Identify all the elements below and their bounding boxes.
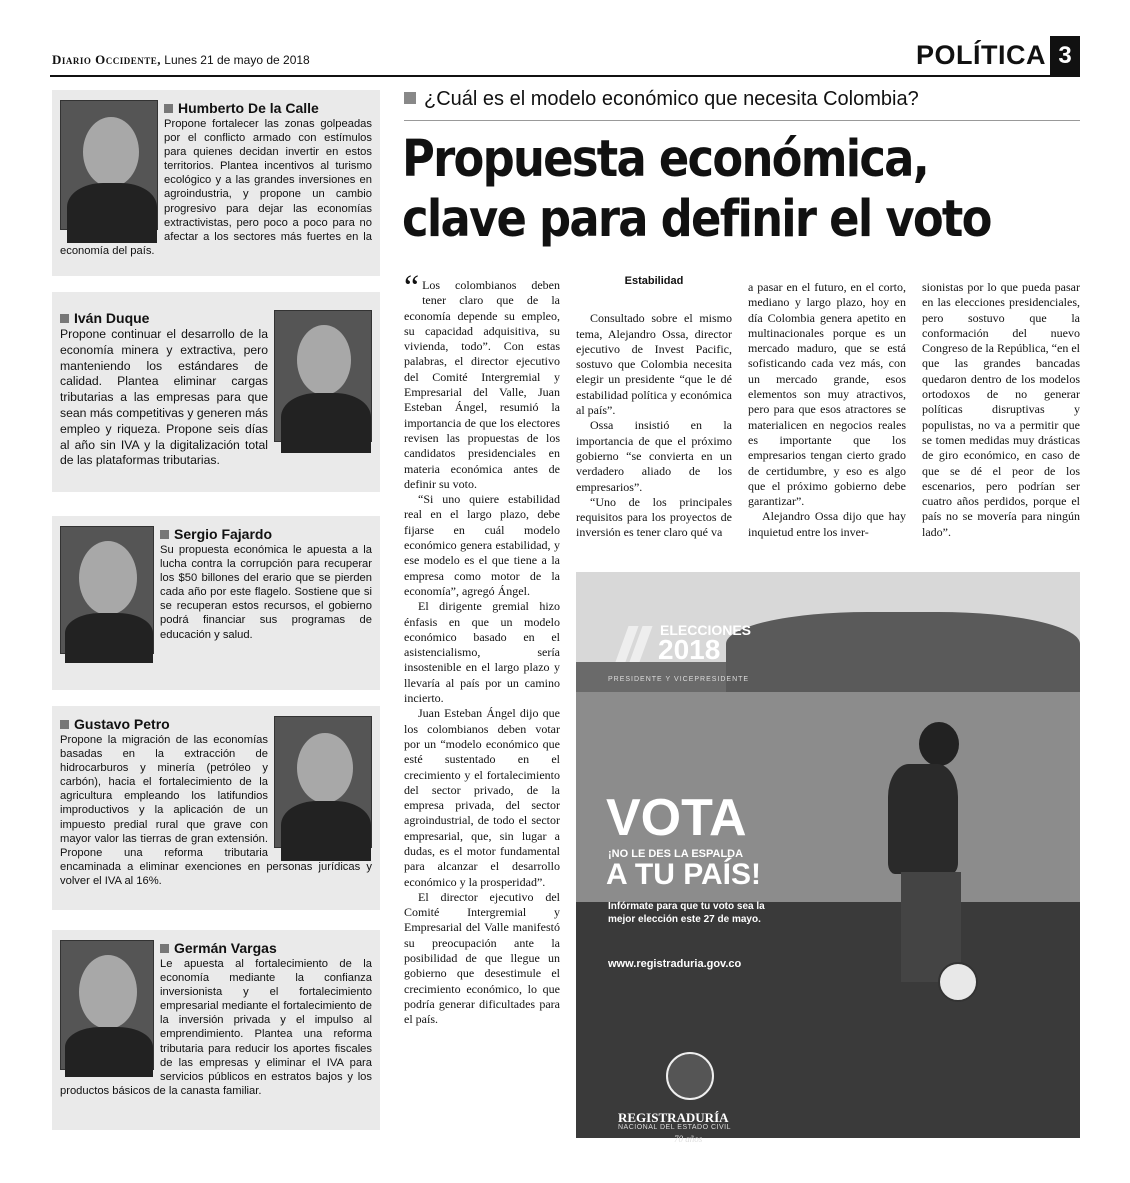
section-title: POLÍTICA (916, 40, 1046, 70)
photo-child (919, 722, 959, 766)
ad-url: www.registraduria.gov.co (608, 958, 742, 970)
candidate-proposal: Le apuesta al fortalecimiento de la economía mediante la confianza inversionista y el fortalecimiento empresarial mediante el fortalecimiento de la inversión privada y el impulso al emprendimiento. Plantea una reforma tributaria para reducir los aportes fiscales de las empresas y eliminar el IVA para servicios públicos en estratos bajos y los productos básicos de la canasta familiar. (60, 958, 372, 1097)
candidate-photo (274, 716, 372, 848)
paper-name: Diario Occidente, (52, 52, 162, 67)
soccer-ball (938, 962, 978, 1002)
article-column-1: “ Los colombianos deben tener claro que de la economía depende su empleo, su capacidad adquisitiva, su vivienda, todo”. Con estas palabras, el director ejecutivo del Comité Intergremial y Empresarial del Valle, Juan Esteban Ángel, resumió la importancia de que los electores revisen las propuestas de los candidatos presidenciales en materia económica antes de definir su voto. “Si uno quiere estabilidad real en el largo plazo, debe fijarse en cuál modelo económico genera estabilidad, y ese modelo es el que tiene a la empresa como motor de la economía”, agregó Ángel. El dirigente gremial hizo énfasis en que un modelo económico basado en el asistencialismo, sería insostenible en el largo plazo y llevaría al país por un camino incierto. Juan Esteban Ángel dijo que los colombianos deben votar por un “modelo económico que esté sustentado en el crecimiento y el fortalecimiento del sector privado, de la empresa privada, del sector agroindustrial, de todo el sector empresarial, que, sin lugar a dudas, es el motor fundamental para alcanzar el desarrollo económico y la prosperidad”. El director ejecutivo del Comité Intergremial y Empresarial del Valle manifestó su preocupación ante la posibilidad de que llegue un gobierno que desestimule el crecimiento económico, lo que podría generar dificultades para el país. (404, 269, 560, 1027)
candidate-box-duque (52, 292, 380, 492)
candidate-proposal: Propone continuar el desarrollo de la economía minera y extractiva, pero manteniendo los estándares de calidad. Plantea eliminar cargas tributarias a las empresas para que sean más competitivas y generen más empleo y riqueza. Propone seis días al año sin IVA y la digitalización total de las plataformas tributarias. (60, 327, 268, 468)
ad-vota: VOTA (606, 789, 747, 847)
candidate-name: Iván Duque (60, 310, 372, 326)
kicker-rule (404, 120, 1080, 121)
header-rule (50, 75, 1080, 77)
masthead (52, 52, 310, 68)
registraduria-advertisement (576, 572, 1080, 1144)
subhead-estabilidad: Estabilidad (624, 275, 684, 287)
article-headline: Propuesta económica, clave para definir el voto (402, 130, 991, 249)
candidate-photo (60, 100, 158, 230)
page-number: 3 (1050, 36, 1080, 76)
candidate-photo (60, 526, 154, 654)
ad-info: Infórmate para que tu voto sea la mejor elección este 27 de mayo. (608, 901, 765, 925)
candidate-proposal: Propone fortalecer las zonas golpeadas por el conflicto armado con estímulos para quienes decidan invertir en estos territorios. Plantea incentivos al turismo ecológico y a las grandes inversiones en agroindustria, y propone un cambio progresivo para dejar las economías extractivistas, pero poco a poco para no afectar a los sectores más fuertes en la economía del país. (60, 118, 372, 257)
candidate-box-vargas (52, 930, 380, 1130)
candidate-box-petro (52, 706, 380, 910)
candidate-box-de-la-calle (52, 90, 380, 276)
elecciones-subtitle: PRESIDENTE Y VICEPRESIDENTE (608, 676, 750, 683)
registraduria-anniversary: 70 años (674, 1134, 703, 1144)
article-column-3: a pasar en el futuro, en el corto, mediano y largo plazo, hoy en día Colombia genera apetito en multinacionales porque es un mercado maduro, que se está sofisticando cada vez más, con un mercado grande, esos elementos son muy atractivos, pero para que esos atractores se materialicen en negocios reales es importante que los empresarios tengan cierto grado de certidumbre, y eso es algo que el próximo gobierno debe garantizar”. Alejandro Ossa dijo que hay inquietud entre los inver- (748, 280, 906, 539)
candidate-proposal: Propone la migración de las economías basadas en la extracción de hidrocarburos y minería (petróleo y carbón), hacia el fortalecimiento de la agricultura empleando los latifundios improductivos y la aplicación de un impuesto predial rural que grave con mayor valor las tierras de gran extensión. Propone una reforma tributaria encaminada a eliminar exenciones en personas jurídicas y volver el IVA al 16%. (60, 734, 372, 887)
article-column-4: sionistas por lo que pueda pasar en las elecciones presidenciales, pero sostuvo que la conformación del nuevo Congreso de la República, “en el que las grandes bancadas quedaron dentro de los modelos ortodoxos de no generar políticas disruptivas y populistas, no va a permitir que se tomen medidas muy drásticas de giro económico, en caso de que se dé el peor de los escenarios, pero podrían ser cuatro años perdidos, porque el país no se movería para ningún lado”. (922, 280, 1080, 539)
candidate-name: Gustavo Petro (60, 716, 372, 732)
article-column-2: Estabilidad Consultado sobre el mismo tema, Alejandro Ossa, director ejecutivo de Invest Pacific, sostuvo que Colombia necesita elegir un presidente “que le dé estabilidad política y económica al país”. Ossa insistió en la importancia de que el próximo gobierno “se convierta en un verdadero aliado de los empresarios”. “Uno de los principales requisitos para los proyectos de inversión es tener claro qué va (576, 275, 732, 540)
registraduria-name: REGISTRADURÍA (618, 1110, 729, 1125)
candidate-name: Sergio Fajardo (60, 526, 372, 542)
ad-a-tu-pais: A TU PAÍS! (606, 858, 761, 891)
candidate-box-fajardo (52, 516, 380, 690)
candidate-photo (60, 940, 154, 1070)
registraduria-subtitle: NACIONAL DEL ESTADO CIVIL (618, 1124, 731, 1131)
candidate-name: Germán Vargas (60, 940, 372, 956)
coat-of-arms-icon (666, 1052, 714, 1100)
issue-date: Lunes 21 de mayo de 2018 (164, 53, 310, 67)
ad-espalda: ¡NO LE DES LA ESPALDA (608, 848, 744, 860)
quote-mark: “ (404, 269, 420, 306)
article-kicker: ¿Cuál es el modelo económico que necesita Colombia? (404, 88, 919, 111)
candidate-name: Humberto De la Calle (60, 100, 372, 116)
elecciones-logo: ELECCIONES 2018 (608, 614, 758, 666)
candidate-photo (274, 310, 372, 442)
candidate-proposal: Su propuesta económica le apuesta a la lucha contra la corrupción para recuperar los $50 billones del erario que se pierden cada año por este flagelo. Sostiene que si se recuperan estos recursos, el gobierno podrá financiar sus programas de educación y salud. (160, 544, 372, 641)
